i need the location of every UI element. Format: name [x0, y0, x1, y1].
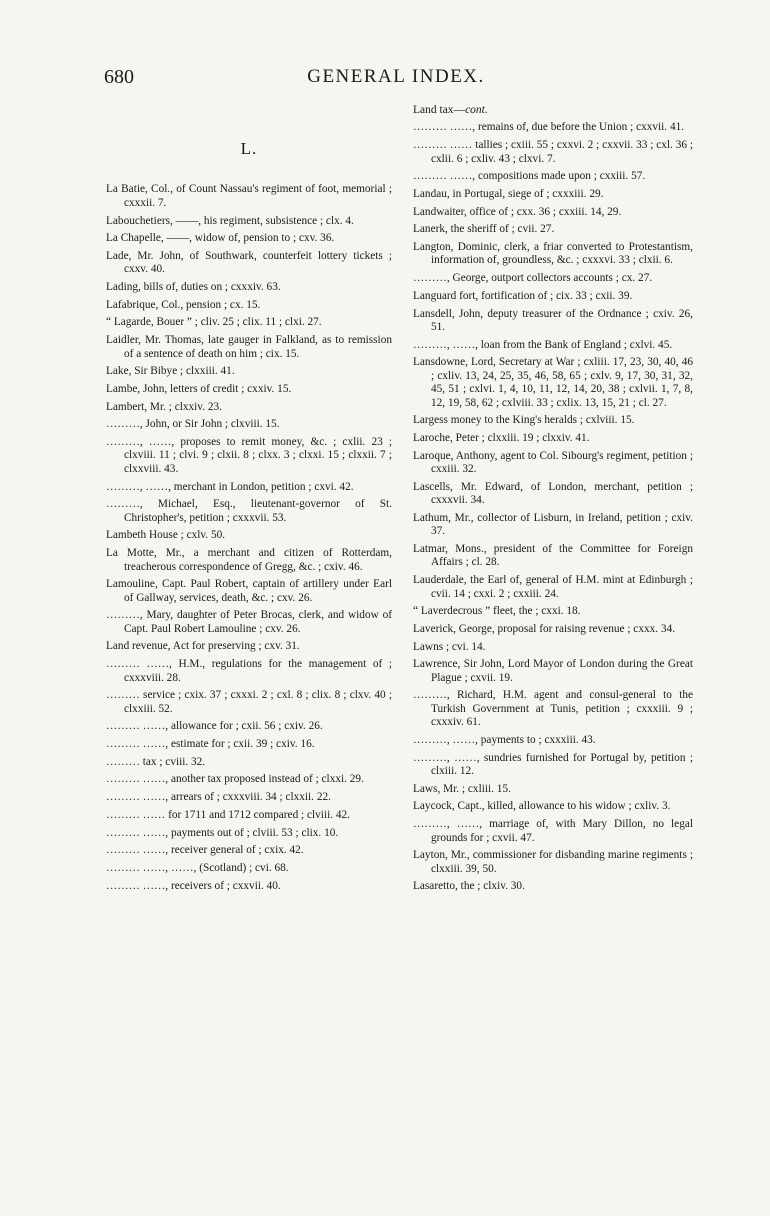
index-entry: Laverick, George, proposal for raising revenue ; cxxx. 34. — [413, 622, 676, 635]
index-entry: Labouchetiers, ——, his regiment, subsistence ; clx. 4. — [106, 214, 354, 227]
index-entry: Laws, Mr. ; cxliii. 15. — [413, 782, 511, 795]
index-entry: ……… ……, receiver general of ; cxix. 42. — [106, 844, 304, 857]
index-entry: Lauderdale, the Earl of, general of H.M. mint at Edinburgh ; cvii. 14 ; cxxi. 2 ; cxxiii. 24. — [413, 574, 693, 600]
index-entry: Lade, Mr. John, of Southwark, counterfeit lottery tickets ; cxxv. 40. — [106, 249, 392, 276]
page-number: 680 — [104, 66, 134, 88]
running-title: GENERAL INDEX. — [307, 66, 485, 87]
index-entry: Landau, in Portugal, siege of ; cxxxiii. 29. — [413, 187, 604, 200]
index-entry: ………, Michael, Esq., lieutenant-governor of St. Christopher's, petition ; cxxxvii. 53. — [106, 498, 392, 524]
index-entry: ……… …… for 1711 and 1712 compared ; clviii. 42. — [106, 808, 350, 821]
section-letter: L. — [240, 139, 258, 158]
index-entry: ……… service ; cxix. 37 ; cxxxi. 2 ; cxl. 8 ; clix. 8 ; clxv. 40 ; clxxiii. 52. — [106, 689, 392, 715]
index-entry: ………, John, or Sir John ; clxviii. 15. — [106, 418, 280, 431]
right-column — [413, 104, 693, 898]
index-entry: Lambe, John, letters of credit ; cxxiv. 15. — [106, 382, 292, 395]
index-entry: Largess money to the King's heralds ; cxlviii. 15. — [413, 414, 635, 427]
index-entry: Lambert, Mr. ; clxxiv. 23. — [106, 400, 222, 413]
index-entry: Lading, bills of, duties on ; cxxxiv. 63. — [106, 281, 281, 294]
index-entry: Layton, Mr., commissioner for disbanding marine regiments ; clxxiii. 39, 50. — [413, 849, 693, 875]
index-entry: Langton, Dominic, clerk, a friar converted to Protestantism, information of, groundless, &c. ; cxxxvi. 33 ; clxii. 6. — [413, 241, 693, 267]
index-entry: ……… ……, H.M., regulations for the management of ; cxxxviii. 28. — [106, 658, 392, 684]
index-entry: Latmar, Mons., president of the Committee for Foreign Affairs ; cl. 28. — [413, 543, 693, 569]
index-entry: Lake, Sir Bibye ; clxxiii. 41. — [106, 365, 235, 378]
index-entry: La Chapelle, ——, widow of, pension to ; cxv. 36. — [106, 232, 335, 245]
index-entry: ………, ……, payments to ; cxxxiii. 43. — [413, 733, 596, 746]
index-entry: Lascells, Mr. Edward, of London, merchant, petition ; cxxxvii. 34. — [413, 480, 693, 507]
index-entry: Lasaretto, the ; clxiv. 30. — [413, 880, 525, 893]
index-entry: ………, Mary, daughter of Peter Brocas, clerk, and widow of Capt. Paul Robert Lamouline ; cxv. 26. — [106, 609, 392, 635]
index-entry: Laroche, Peter ; clxxiii. 19 ; clxxiv. 41. — [413, 431, 590, 444]
index-entry: Lawns ; cvi. 14. — [413, 640, 486, 653]
index-entry: Laroque, Anthony, agent to Col. Sibourg's regiment, petition ; cxxiii. 32. — [413, 449, 693, 476]
index-entry: Laycock, Capt., killed, allowance to his widow ; cxliv. 3. — [413, 800, 671, 813]
index-entry: ……… tax ; cviii. 32. — [106, 755, 206, 768]
index-entry: Landwaiter, office of ; cxx. 36 ; cxxiii. 14, 29. — [413, 205, 622, 218]
index-entry: ……… ……, arrears of ; cxxxviii. 34 ; clxxii. 22. — [106, 791, 331, 804]
index-entry: Lafabrique, Col., pension ; cx. 15. — [106, 298, 261, 311]
page-header — [104, 66, 688, 90]
index-entry: Lansdowne, Lord, Secretary at War ; cxliii. 17, 23, 30, 40, 46 ; cxliv. 13, 24, 25, 35, 46, 58, 65 ; cxlv. 9, 17, 30, 31, 32, 45, 51 ; cxlvi. 1, 4, 10, 11, 12, 14, 20, 38 ; cxlvii. 1, 7, 8, 12, 19, 58, 62 ; cxlviii. 33 ; cxlix. 13, 15, 21 ; cl. 27. — [413, 356, 693, 409]
index-entry: Lanerk, the sheriff of ; cvii. 27. — [413, 223, 555, 236]
index-entry: La Batie, Col., of Count Nassau's regiment of foot, memorial ; cxxxii. 7. — [106, 183, 392, 209]
index-entry: ……… ……, estimate for ; cxii. 39 ; cxiv. 16. — [106, 738, 315, 751]
index-entry: ……… ……, compositions made upon ; cxxiii. 57. — [413, 170, 646, 183]
continuation-heading — [413, 104, 693, 117]
index-entry: Languard fort, fortification of ; cix. 33 ; cxii. 39. — [413, 289, 633, 302]
index-entry: ………, ……, marriage of, with Mary Dillon, no legal grounds for ; cxvii. 47. — [413, 818, 693, 844]
index-entry: Lambeth House ; cxlv. 50. — [106, 529, 226, 542]
index-entry: ………, George, outport collectors accounts ; cx. 27. — [413, 272, 653, 285]
index-entry: Lathum, Mr., collector of Lisburn, in Ireland, petition ; cxiv. 37. — [413, 511, 693, 538]
index-entry: “ Lagarde, Bouer ” ; cliv. 25 ; clix. 11 ; clxi. 27. — [106, 316, 322, 329]
index-entry: ………, ……, merchant in London, petition ; cxvi. 42. — [106, 480, 354, 493]
index-entry: ……… ……, another tax proposed instead of ; clxxi. 29. — [106, 773, 364, 786]
index-entry: ……… ……, ……, (Scotland) ; cvi. 68. — [106, 861, 289, 874]
index-entry: “ Laverdecrous ” fleet, the ; cxxi. 18. — [413, 605, 581, 618]
right-entry-list — [413, 121, 693, 893]
index-entry: ……… ……, receivers of ; cxxvii. 40. — [106, 879, 281, 892]
index-entry: ………, ……, sundries furnished for Portugal by, petition ; clxiii. 12. — [413, 751, 693, 778]
index-entry: Land revenue, Act for preserving ; cxv. 31. — [106, 640, 300, 653]
left-entry-list — [106, 183, 392, 893]
continuation-suffix: cont. — [465, 104, 488, 116]
index-entry: ………, Richard, H.M. agent and consul-general to the Turkish Government at Tunis, petition ; cxxxiii. 9 ; cxxxiv. 61. — [413, 689, 693, 729]
index-entry: Laidler, Mr. Thomas, late gauger in Falkland, as to remission of a sentence of death on him ; cix. 15. — [106, 334, 392, 360]
left-column — [106, 104, 392, 897]
index-entry: ……… ……, payments out of ; clviii. 53 ; clix. 10. — [106, 826, 339, 839]
index-entry: ………, ……, proposes to remit money, &c. ; cxlii. 23 ; clxviii. 11 ; clvi. 9 ; clxii. 8 ; clxx. 3 ; clxxi. 15 ; clxxii. 7 ; clxxviii. 43. — [106, 436, 392, 475]
index-entry: Lawrence, Sir John, Lord Mayor of London during the Great Plague ; cxvii. 19. — [413, 658, 693, 684]
index-entry: ………, ……, loan from the Bank of England ; cxlvi. 45. — [413, 338, 673, 351]
index-entry: ……… …… tallies ; cxiii. 55 ; cxxvi. 2 ; cxxvii. 33 ; cxl. 36 ; cxlii. 6 ; cxliv. 43 ; clxvi. 7. — [413, 139, 693, 165]
index-entry: La Motte, Mr., a merchant and citizen of Rotterdam, treacherous correspondence of Gregg, &c. ; cxiv. 46. — [106, 547, 392, 573]
index-entry: ……… ……, allowance for ; cxii. 56 ; cxiv. 26. — [106, 720, 323, 733]
continuation-label: Land tax— — [413, 104, 466, 116]
index-entry: Lansdell, John, deputy treasurer of the Ordnance ; cxiv. 26, 51. — [413, 307, 693, 333]
index-entry: Lamouline, Capt. Paul Robert, captain of artillery under Earl of Gallway, services, death, &c. ; cxv. 26. — [106, 578, 392, 604]
index-entry: ……… ……, remains of, due before the Union ; cxxvii. 41. — [413, 121, 685, 134]
